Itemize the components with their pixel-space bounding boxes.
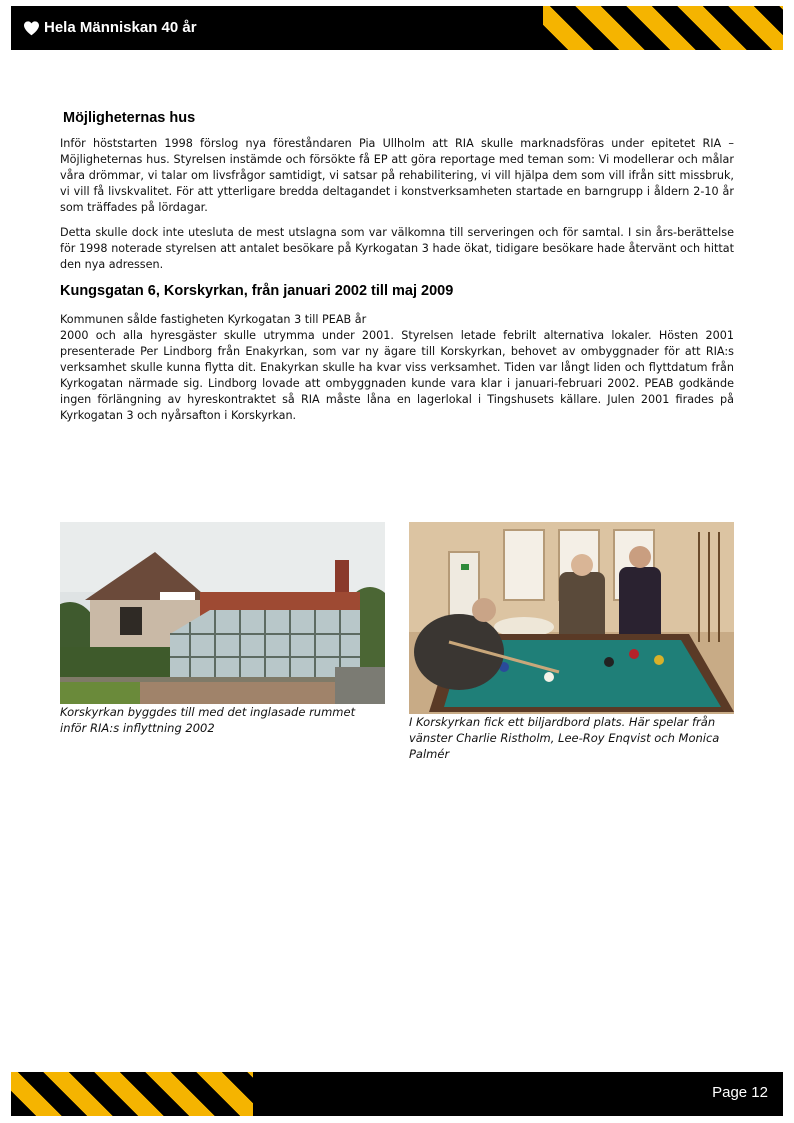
paragraph: Kommunen sålde fastigheten Kyrkogatan 3 till PEAB år xyxy=(60,313,367,326)
photo-caption: Korskyrkan byggdes till med det inglasade rummet inför RIA:s inflyttning 2002 xyxy=(60,705,356,735)
heart-icon xyxy=(23,21,40,36)
section-heading-kungsgatan: Kungsgatan 6, Korskyrkan, från januari 2002 till maj 2009 xyxy=(60,283,454,299)
photo-billiard-room xyxy=(409,522,734,714)
footer-bar xyxy=(11,1072,783,1116)
footer-hazard-stripes xyxy=(11,1072,253,1116)
paragraph: Inför höststarten 1998 förslog nya föreståndaren Pia Ullholm att RIA skulle marknadsföras under epitetet RIA – Möjligheternas hus. Styrelsen instämde och försökte få EP att göra reportage med teman som: Vi modellerar och målar våra drömmar, vi talar om livsfrågor samtidigt, vi satsar på rehabilitering, vi vill hjälpa dem som vill ifrån sitt missbruk, vi vill få livskvalitet. För att ytterligare bredda deltagandet i konstverksamheten startade en barngrupp i åldern 2-10 år som träffades på lördagar. xyxy=(60,137,734,214)
photo-caption: I Korskyrkan fick ett biljardbord plats. Här spelar från vänster Charlie Ristholm, Lee-Roy Enqvist och Monica Palmér xyxy=(409,715,720,761)
header-title-group xyxy=(23,6,197,50)
paragraph: 2000 och alla hyresgäster skulle utrymma under 2001. Styrelsen letade febrilt alternativa lokaler. Hösten 2001 presenterade Per Lindborg från Enakyrkan, som var ny ägare till Korskyrkan, behovet av ombyggnader för att RIA:s verksamhet skulle kunna flytta dit. Enakyrkan skulle ha kvar viss verksamhet. Tiden var långt liden och flyttdatum från Kyrkogatan närmade sig. Lindborg lovade att ombyggnaden kunde vara klar i januari-februari 2002. PEAB godkände ingen förlängning av hyreskontraktet så RIA måste låna en lagerlokal i Tingshusets källare. Julen 2001 firades på Kyrkogatan 3 och nyårsafton i Korskyrkan. xyxy=(60,329,734,422)
paragraph: Detta skulle dock inte utesluta de mest utslagna som var välkomna till serveringen och för samtal. I sin års-berättelse för 1998 noterade styrelsen att antalet besökare på Kyrkogatan 3 hade ökat, tidigare besökare hade återvänt och hittat den nya adressen. xyxy=(60,226,734,271)
photo-korskyrkan-exterior xyxy=(60,522,385,704)
section-heading-mojligheternas-hus: Möjligheternas hus xyxy=(63,110,196,126)
header-hazard-stripes xyxy=(543,6,783,50)
page-number: Page 12 xyxy=(712,1084,768,1101)
header-title: Hela Människan 40 år xyxy=(44,19,197,36)
header-bar xyxy=(11,6,783,50)
main-content xyxy=(60,110,734,433)
